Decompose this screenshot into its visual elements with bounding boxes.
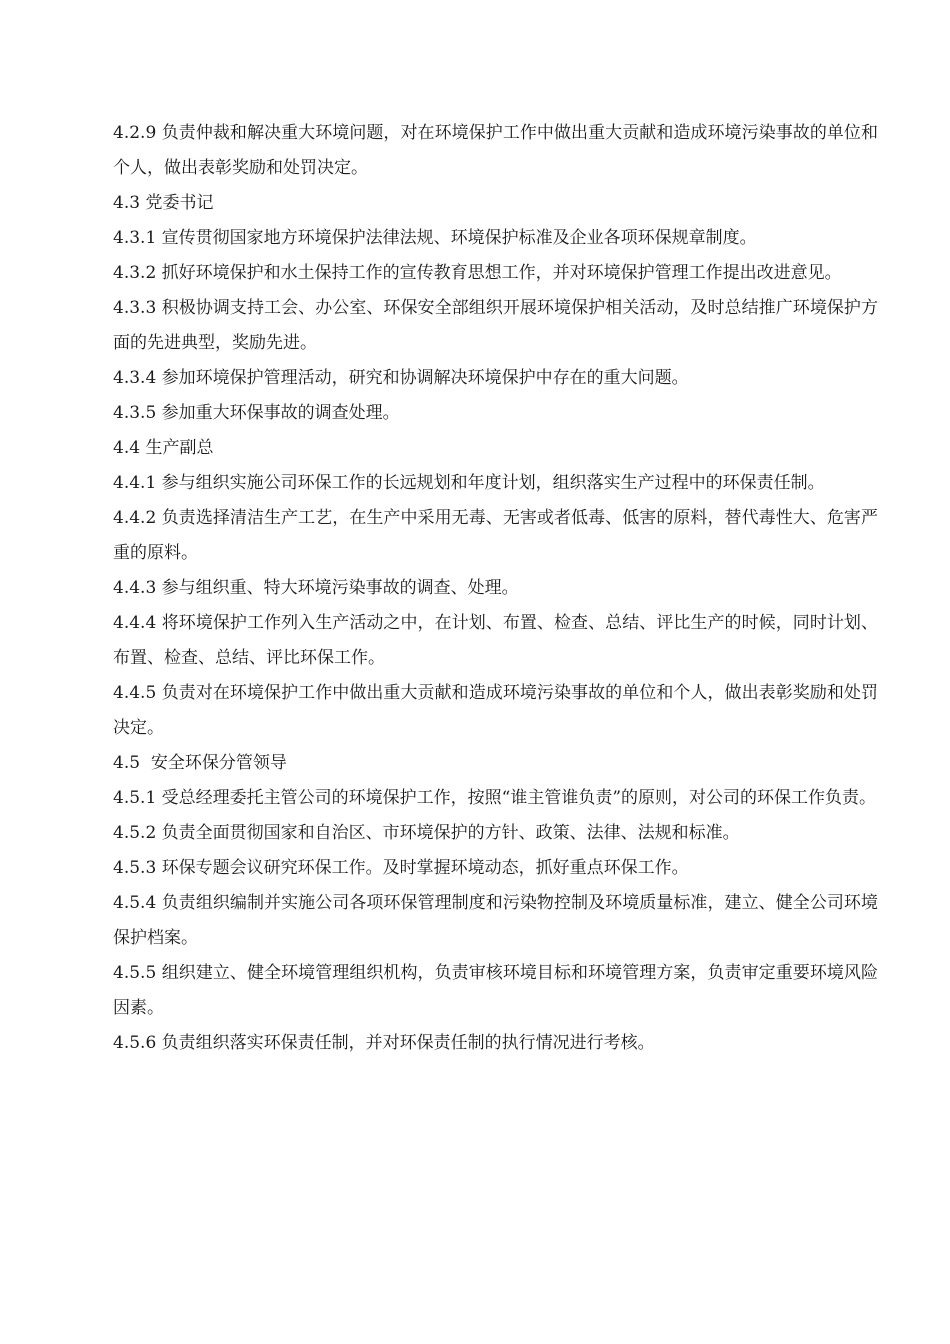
clause-4-3-5: 4.3.5 参加重大环保事故的调查处理。 [113, 403, 400, 423]
clause-4-4-5: 4.4.5 负责对在环境保护工作中做出重大贡献和造成环境污染事故的单位和个人，做出表彰奖励和处罚决定。 [113, 683, 878, 738]
clause-4-5-5: 4.5.5 组织建立、健全环境管理组织机构，负责审核环境目标和环境管理方案，负责审定重要环境风险因素。 [113, 963, 878, 1018]
clause-4-4-2: 4.4.2 负责选择清洁生产工艺，在生产中采用无毒、无害或者低毒、低害的原料，替代毒性大、危害严重的原料。 [113, 508, 878, 563]
document-body [113, 116, 878, 1061]
clause-4-4-4: 4.4.4 将环境保护工作列入生产活动之中，在计划、布置、检查、总结、评比生产的时候，同时计划、布置、检查、总结、评比环保工作。 [113, 613, 878, 668]
section-heading-4-4: 4.4 生产副总 [113, 438, 214, 458]
clause-4-3-1: 4.3.1 宣传贯彻国家地方环境保护法律法规、环境保护标准及企业各项环保规章制度。 [113, 228, 757, 248]
clause-4-4-1: 4.4.1 参与组织实施公司环保工作的长远规划和年度计划，组织落实生产过程中的环保责任制。 [113, 473, 825, 493]
clause-4-3-3: 4.3.3 积极协调支持工会、办公室、环保安全部组织开展环境保护相关活动，及时总结推广环境保护方面的先进典型，奖励先进。 [113, 298, 878, 353]
clause-4-2-9: 4.2.9 负责仲裁和解决重大环境问题，对在环境保护工作中做出重大贡献和造成环境污染事故的单位和个人，做出表彰奖励和处罚决定。 [113, 123, 878, 178]
clause-4-4-3: 4.4.3 参与组织重、特大环境污染事故的调查、处理。 [113, 578, 519, 598]
clause-4-5-3: 4.5.3 环保专题会议研究环保工作。及时掌握环境动态，抓好重点环保工作。 [113, 858, 689, 878]
section-heading-4-3: 4.3 党委书记 [113, 193, 214, 213]
clause-4-5-4: 4.5.4 负责组织编制并实施公司各项环保管理制度和污染物控制及环境质量标准，建立、健全公司环境保护档案。 [113, 893, 878, 948]
clause-4-5-1: 4.5.1 受总经理委托主管公司的环境保护工作，按照“谁主管谁负责”的原则，对公司的环保工作负责。 [113, 788, 877, 808]
clause-4-5-6: 4.5.6 负责组织落实环保责任制，并对环保责任制的执行情况进行考核。 [113, 1033, 655, 1053]
section-heading-4-5: 4.5 安全环保分管领导 [113, 753, 287, 773]
clause-4-5-2: 4.5.2 负责全面贯彻国家和自治区、市环境保护的方针、政策、法律、法规和标准。 [113, 823, 740, 843]
clause-4-3-4: 4.3.4 参加环境保护管理活动，研究和协调解决环境保护中存在的重大问题。 [113, 368, 689, 388]
clause-4-3-2: 4.3.2 抓好环境保护和水土保持工作的宣传教育思想工作，并对环境保护管理工作提出改进意见。 [113, 263, 842, 283]
